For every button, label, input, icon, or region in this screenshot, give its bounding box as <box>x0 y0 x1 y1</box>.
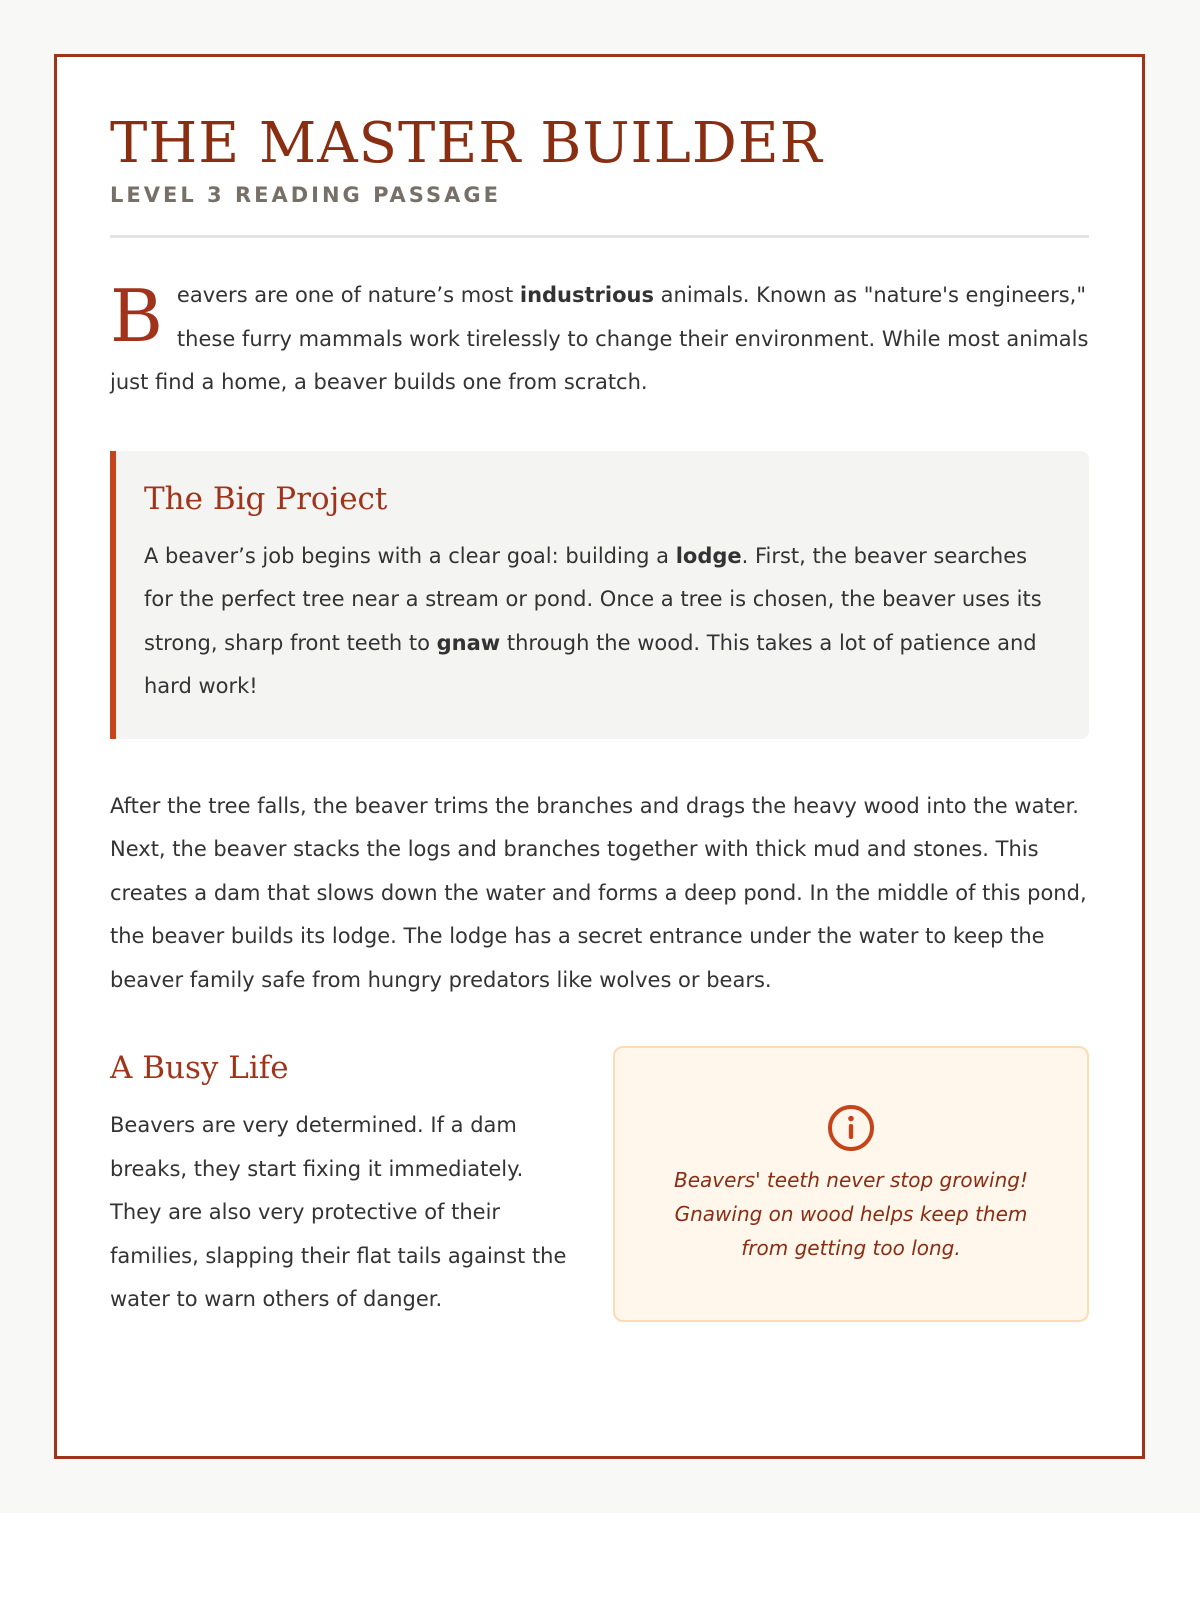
keyword-gnaw: gnaw <box>436 630 501 655</box>
callout-paragraph <box>144 535 1059 709</box>
info-icon <box>826 1103 876 1153</box>
level-subtitle: LEVEL 3 READING PASSAGE <box>110 183 501 207</box>
keyword-lodge: lodge <box>675 543 742 568</box>
busy-life-paragraph: Beavers are very determined. If a dam breaks, they start fixing it immediately. They are also very protective of their families, slapping their flat tails against the water to warn others of danger. <box>110 1113 567 1311</box>
callout-heading: The Big Project <box>144 480 388 517</box>
reading-passage-card <box>54 54 1145 1459</box>
busy-life-section <box>110 1046 577 1322</box>
bottom-section <box>110 1046 1089 1322</box>
page-title: THE MASTER BUILDER <box>110 111 823 176</box>
fun-fact-text: Beavers' teeth never stop growing! Gnawing on wood helps keep them from getting too long. <box>674 1168 1028 1260</box>
drop-cap: B <box>110 274 163 358</box>
busy-life-heading: A Busy Life <box>110 1050 289 1086</box>
fun-fact-box <box>613 1046 1089 1322</box>
body-paragraph: After the tree falls, the beaver trims the branches and drags the heavy wood into the water. Next, the beaver stacks the logs and branches together with thick mud and stones. This creates a dam that slows down the water and forms a deep pond. In the middle of this pond, the beaver builds its lodge. The lodge has a secret entrance under the water to keep the beaver family safe from hungry predators like wolves or bears. <box>110 793 1087 992</box>
intro-text: eavers are one of nature’s most <box>176 283 520 307</box>
intro-paragraph <box>110 274 1089 405</box>
callout-text-end: through the wood. This takes a lot of patience and hard work! <box>144 630 1037 698</box>
callout-text: A beaver’s job begins with a clear goal: building a <box>144 543 676 568</box>
divider <box>110 235 1089 238</box>
big-project-callout <box>110 451 1089 739</box>
intro-text-end: animals. Known as "nature's engineers," these furry mammals work tirelessly to change their environment. While most animals just find a home, a beaver builds one from scratch. <box>110 283 1089 394</box>
callout-text-mid: . First, the beaver searches for the perfect tree near a stream or pond. Once a tree is chosen, the beaver uses its strong, sharp front teeth to <box>144 543 1042 655</box>
keyword-industrious: industrious <box>519 283 654 307</box>
